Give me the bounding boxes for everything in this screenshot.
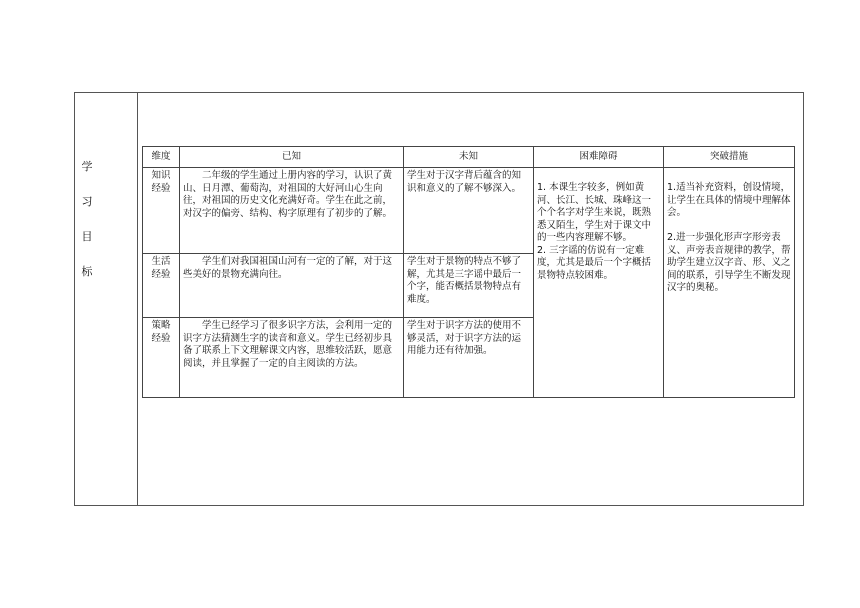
side-label-char: 标 (81, 265, 93, 278)
header-known: 已知 (180, 147, 404, 168)
cell-known: 二年级的学生通过上册内容的学习，认识了黄山、日月潭、葡萄沟，对祖国的大好河山心生向往，对祖国的历史文化充满好奇。学生在此之前，对汉字的偏旁、结构、构字原理有了初步的了解。 (180, 168, 404, 254)
cell-dimension: 生活 经验 (143, 254, 180, 318)
cell-dimension: 知识 经验 (143, 168, 180, 254)
cell-known: 学生已经学习了很多识字方法，会利用一定的识字方法猜测生字的读音和意义。学生已经初步具备了联系上下文理解课文内容，思维较活跃，愿意阅读，并且掌握了一定的自主阅读的方法。 (180, 318, 404, 398)
cell-unknown: 学生对于景物的特点不够了解，尤其是三字谣中最后一个字，能否概括景物特点有难度。 (404, 254, 534, 318)
header-measures: 突破措施 (664, 147, 795, 168)
cell-known: 学生们对我国祖国山河有一定的了解，对于这些美好的景物充满向往。 (180, 254, 404, 318)
cell-unknown: 学生对于汉字背后蕴含的知识和意义的了解不够深入。 (404, 168, 534, 254)
table-row (143, 168, 795, 254)
cell-unknown: 学生对于识字方法的使用不够灵活，对于识字方法的运用能力还有待加强。 (404, 318, 534, 398)
side-label-char: 习 (81, 195, 93, 208)
cell-measures: 1.适当补充资料，创设情境，让学生在具体的情境中理解体会。 2.进一步强化形声字形旁表义、声旁表音规律的教学，帮助学生建立汉字音、形、义之间的联系，引导学生不断发现汉字的奥秘。 (664, 168, 795, 398)
side-label-char: 目 (81, 230, 93, 243)
column-divider (137, 92, 138, 506)
side-label-char: 学 (81, 160, 93, 173)
header-unknown: 未知 (404, 147, 534, 168)
side-label-learning-goals (80, 160, 94, 300)
learning-analysis-table (142, 146, 795, 398)
header-dimension: 维度 (143, 147, 180, 168)
table-header-row (143, 147, 795, 168)
cell-dimension: 策略 经验 (143, 318, 180, 398)
cell-difficulty: 1. 本课生字较多，例如黄河、长江、长城、珠峰这一个个名字对学生来说，既熟悉又陌生，学生对于课文中的一些内容理解不够。 2. 三字谣的仿说有一定难度，尤其是最后一个字概括景物特点较困难。 (534, 168, 664, 398)
header-difficulty: 困难障碍 (534, 147, 664, 168)
